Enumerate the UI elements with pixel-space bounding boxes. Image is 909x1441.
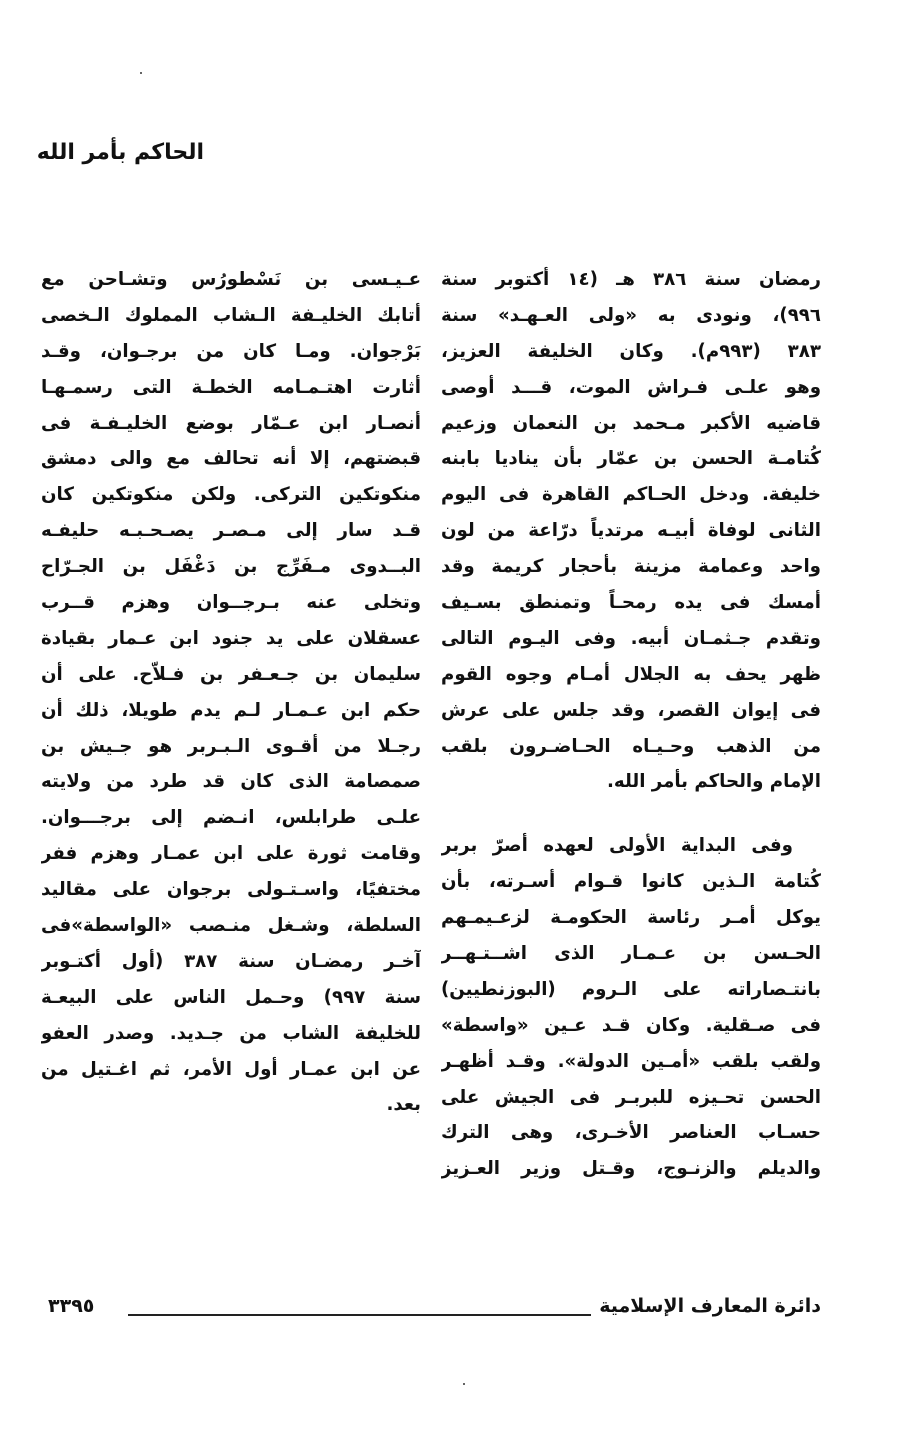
text-line: للخليفة الشاب من جـديد. وصدر العفو	[41, 1022, 421, 1044]
text-line: سنة ٩٩٧) وحـمل الناس على البيعـة	[41, 986, 421, 1008]
text-line: كُتامـة الحسن بن عمّار بأن ينادیا بابنه	[441, 448, 821, 470]
text-line: من الذهب وحـيـاه الحـاضـرون بلقب	[441, 735, 821, 757]
text-line: بانتـصاراته على الـروم (البوزنطيين)	[441, 978, 821, 1000]
text-line: منكوتكين التركى. ولكن منكوتكين كان	[41, 484, 421, 506]
text-line: أثارت اهتـمـامه الخطـة التى رسمـهـا	[41, 376, 421, 398]
text-line: ظهر يحف به الجلال أمـام وجوه القوم	[441, 663, 821, 685]
text-line: السلطة، وشـغل منـصب «الواسطة»فى	[41, 915, 421, 937]
text-line: عسقلان على يد جنود ابن عـمار بقيادة	[41, 627, 421, 649]
text-line: قـد سار إلى مـصـر يصـحـبـه حليفـه	[41, 520, 421, 542]
text-line: حسـاب العناصر الأخـرى، وهى الترك	[441, 1122, 821, 1144]
text-line: عـيـسى بن نَسْطورُس وتشـاحن مع	[41, 269, 421, 290]
page-number: ٣٣٩٥	[48, 1295, 95, 1317]
text-line: خليفة. ودخل الحـاكم القاهرة فى اليوم	[441, 484, 821, 506]
text-line: وقامت ثورة على ابن عمـار وهزم ففر	[41, 843, 421, 865]
scan-speck	[463, 1383, 465, 1385]
text-line: عن ابن عمـار أول الأمر، ثم اغـتيل من	[41, 1058, 421, 1080]
text-line: الحسن تحـيزه للبربـر فى الجيش على	[441, 1086, 821, 1108]
text-line: قبضتهم، إلا أنه تحالف مع والى دمشق	[41, 448, 421, 470]
text-line: والديلم والزنـوج، وقـتل وزير العـزيز	[441, 1158, 821, 1180]
text-line: وتقدم جـثمـان أبيه. وفى اليـوم التالى	[441, 627, 821, 649]
text-line: وتخلى عنه بـرجــوان وهزم قــرب	[41, 592, 421, 614]
text-line: قاضيه الأكبر مـحمد بن النعمان وزعيم	[441, 412, 821, 434]
text-line: صمصامة الذى كان قد طرد من ولايته	[41, 771, 421, 793]
text-line: رجـلا من أقـوى الـبـربر هو جـيش بن	[41, 735, 421, 757]
footer-divider	[128, 1314, 591, 1316]
text-line: أتابك الخليـفة الـشاب المملوك الـخصى	[41, 304, 421, 326]
text-line: ٣٨٣ (٩٩٣م). وكان الخليفة العزيز،	[441, 340, 821, 362]
text-line: ٩٩٦)، ونودى به «ولى العـهـد» سنة	[441, 304, 821, 326]
text-line: أنصـار ابن عـمّار بوضع الخليـفـة فى	[41, 412, 421, 434]
scan-speck	[140, 72, 142, 74]
text-line: بَرْجوان. ومـا كان من برجـوان، وقـد	[41, 340, 421, 362]
footer-publication-title: دائرة المعارف الإسلامية	[599, 1295, 821, 1317]
text-line: ولقب بلقب «أمـين الدولة». وقـد أظهـر	[441, 1050, 821, 1072]
text-line: أمسك فى يده رمحـاً وتمنطق بسـيف	[441, 592, 821, 614]
text-line: سليمان بن جـعـفر بن فـلاّح. على أن	[41, 663, 421, 685]
text-line: بعد.	[386, 1094, 421, 1116]
text-line: آخـر رمضـان سنة ٣٨٧ (أول أكتـوبر	[41, 950, 421, 972]
left-text-column	[41, 262, 421, 1123]
text-line: رمضان سنة ٣٨٦ هـ (١٤ أكتوبر سنة	[441, 269, 821, 290]
text-line: البــدوى مـفَرِّج بن دَغْفَل بن الجـرّاح	[41, 556, 421, 578]
page-header-title: الحاكم بأمر الله	[36, 140, 204, 165]
text-line: وفى البداية الأولى لعهده أصرّ بربر	[441, 835, 793, 857]
page-footer	[48, 1295, 821, 1325]
text-line: مختفيًا، واسـتـولى برجوان على مقاليد	[41, 879, 421, 901]
text-line: يوكل أمـر رئاسة الحكومـة لزعـيمـهم	[441, 907, 821, 929]
text-line: فى صـقلية. وكان قـد عـين «واسطة»	[441, 1014, 821, 1036]
text-line: واحد وعمامة مزينة بأحجار كريمة وقد	[441, 556, 821, 578]
right-text-column	[441, 262, 821, 1187]
text-line: الإمام والحاكم بأمر الله.	[607, 771, 821, 793]
text-line: الثانى لوفاة أبيـه مرتدياً درّاعة من لون	[441, 520, 821, 542]
text-line: علـى طرابلس، انـضم إلى برجـــوان.	[41, 807, 421, 829]
text-line: فى إيوان القصر، وقد جلس على عرش	[441, 699, 821, 721]
text-line: حكم ابن عـمـار لـم يدم طويلا، ذلك أن	[41, 699, 421, 721]
paragraph-gap	[441, 800, 821, 828]
text-line: وهو علـى فـراش الموت، قـــد أوصى	[441, 376, 821, 398]
text-line: الحـسن بن عـمـار الذى اشــتـهــر	[441, 943, 821, 965]
text-line: كُتامة الـذين كانوا قـوام أسـرته، بأن	[441, 871, 821, 893]
